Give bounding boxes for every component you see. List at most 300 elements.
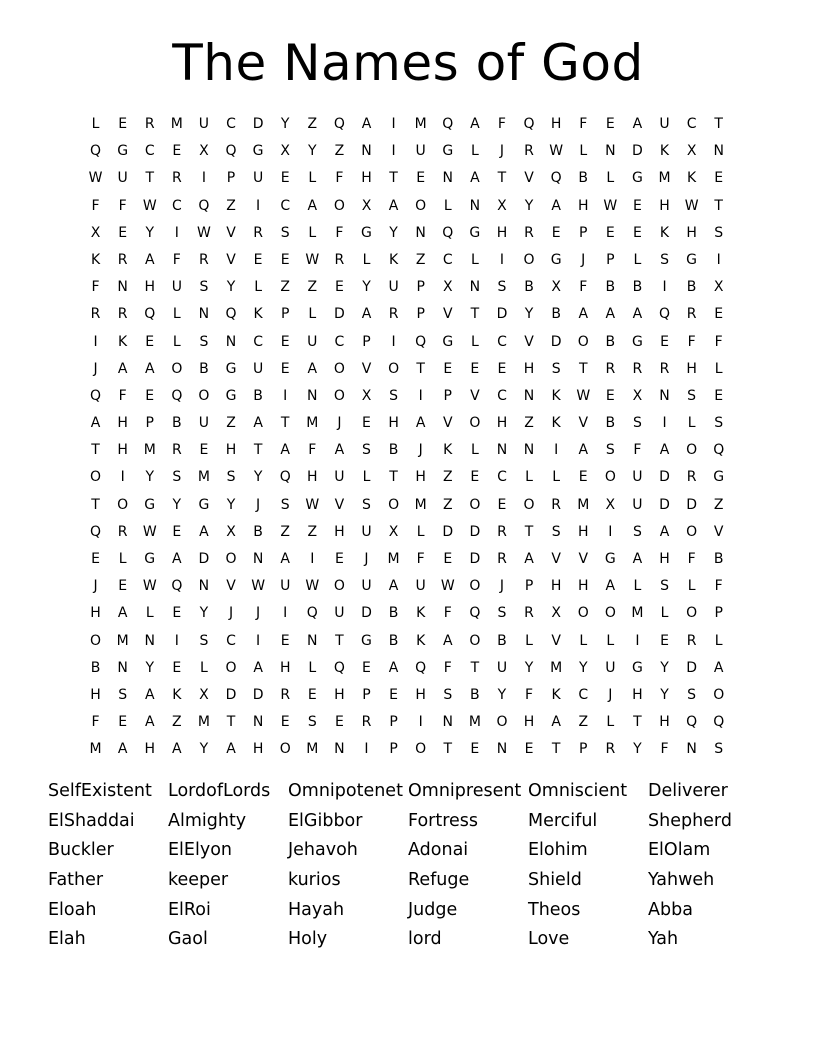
grid-cell[interactable]: S [280, 224, 290, 241]
grid-cell[interactable]: K [687, 170, 697, 187]
grid-cell[interactable]: I [310, 551, 315, 567]
grid-cell[interactable]: B [632, 279, 643, 296]
grid-cell[interactable]: C [497, 387, 507, 404]
grid-cell[interactable]: L [118, 551, 127, 567]
grid-cell[interactable]: I [391, 333, 396, 350]
grid-cell[interactable]: U [280, 578, 291, 595]
grid-cell[interactable]: T [524, 523, 534, 540]
grid-cell[interactable]: Q [469, 605, 481, 622]
grid-cell[interactable]: T [91, 496, 100, 513]
grid-cell[interactable]: S [362, 496, 371, 513]
grid-cell[interactable]: H [577, 523, 589, 540]
grid-cell[interactable]: S [497, 279, 507, 296]
grid-cell[interactable]: Y [660, 659, 669, 676]
grid-cell[interactable]: R [497, 523, 507, 540]
grid-cell[interactable]: O [333, 197, 345, 214]
grid-cell[interactable]: E [280, 170, 290, 187]
grid-cell[interactable]: B [253, 387, 263, 404]
grid-cell[interactable]: Y [226, 279, 236, 296]
grid-cell[interactable]: J [499, 578, 505, 595]
grid-cell[interactable]: K [551, 686, 561, 703]
grid-cell[interactable]: M [631, 605, 644, 622]
grid-cell[interactable]: T [226, 714, 236, 731]
grid-cell[interactable]: J [337, 415, 342, 432]
grid-cell[interactable]: M [414, 496, 427, 513]
grid-cell[interactable]: R [280, 686, 291, 703]
grid-cell[interactable]: X [605, 496, 616, 513]
grid-cell[interactable]: R [144, 116, 155, 132]
grid-cell[interactable]: V [226, 578, 236, 595]
grid-cell[interactable]: T [253, 442, 263, 459]
grid-cell[interactable]: A [632, 116, 643, 132]
grid-cell[interactable]: A [117, 741, 128, 758]
grid-cell[interactable]: S [362, 442, 371, 459]
grid-cell[interactable]: S [687, 686, 697, 703]
grid-cell[interactable]: N [361, 143, 372, 160]
grid-cell[interactable]: F [687, 333, 696, 350]
grid-cell[interactable]: Z [280, 279, 290, 296]
grid-cell[interactable]: Y [308, 143, 317, 160]
grid-cell[interactable]: O [469, 415, 481, 432]
grid-cell[interactable]: L [91, 116, 100, 132]
grid-cell[interactable]: H [577, 578, 589, 595]
grid-cell[interactable]: S [443, 686, 453, 703]
grid-cell[interactable]: O [117, 496, 129, 513]
grid-cell[interactable]: O [388, 360, 400, 377]
grid-cell[interactable]: E [632, 224, 642, 241]
grid-cell[interactable]: N [469, 197, 481, 214]
grid-cell[interactable]: A [253, 415, 263, 432]
grid-cell[interactable]: F [118, 197, 127, 214]
grid-cell[interactable]: A [551, 197, 561, 214]
grid-cell[interactable]: E [443, 360, 453, 377]
grid-cell[interactable]: F [525, 686, 534, 703]
grid-cell[interactable]: I [93, 333, 98, 350]
grid-cell[interactable]: J [608, 686, 613, 703]
grid-cell[interactable]: D [334, 306, 345, 323]
grid-cell[interactable]: R [686, 306, 697, 323]
grid-cell[interactable]: X [361, 387, 372, 404]
grid-cell[interactable]: L [443, 197, 452, 214]
grid-cell[interactable]: Z [524, 415, 534, 432]
grid-cell[interactable]: A [226, 741, 236, 758]
grid-cell[interactable]: B [605, 279, 616, 296]
grid-cell[interactable]: J [418, 442, 423, 459]
grid-cell[interactable]: F [335, 224, 344, 241]
grid-cell[interactable]: O [388, 496, 400, 513]
grid-cell[interactable]: G [631, 170, 643, 187]
grid-cell[interactable]: C [280, 197, 291, 214]
grid-cell[interactable]: Z [334, 143, 345, 160]
grid-cell[interactable]: X [632, 387, 643, 404]
grid-cell[interactable]: O [604, 469, 616, 486]
grid-cell[interactable]: Z [307, 116, 318, 132]
grid-cell[interactable]: R [90, 306, 101, 323]
grid-cell[interactable]: G [686, 251, 698, 268]
grid-cell[interactable]: O [469, 578, 481, 595]
grid-cell[interactable]: L [254, 279, 263, 296]
grid-cell[interactable]: H [577, 197, 589, 214]
grid-cell[interactable]: N [496, 741, 508, 758]
grid-cell[interactable]: U [632, 496, 643, 513]
grid-cell[interactable]: E [605, 387, 615, 404]
grid-cell[interactable]: U [307, 333, 318, 350]
grid-cell[interactable]: W [576, 387, 591, 404]
grid-cell[interactable]: H [334, 523, 345, 540]
grid-cell[interactable]: C [334, 333, 345, 350]
grid-cell[interactable]: F [633, 442, 642, 459]
grid-cell[interactable]: V [578, 415, 589, 432]
grid-cell[interactable]: R [551, 496, 561, 513]
grid-cell[interactable]: T [551, 741, 561, 758]
grid-cell[interactable]: Q [198, 197, 210, 214]
grid-cell[interactable]: E [605, 224, 615, 241]
grid-cell[interactable]: B [388, 442, 399, 459]
grid-cell[interactable]: L [200, 659, 208, 676]
grid-cell[interactable]: F [660, 741, 669, 758]
grid-cell[interactable]: S [632, 415, 642, 432]
grid-cell[interactable]: W [305, 578, 320, 595]
grid-cell[interactable]: Z [415, 251, 426, 268]
grid-cell[interactable]: A [632, 551, 643, 567]
grid-cell[interactable]: R [686, 469, 697, 486]
grid-cell[interactable]: F [714, 333, 723, 350]
grid-cell[interactable]: W [440, 578, 455, 595]
grid-cell[interactable]: E [443, 551, 453, 567]
grid-cell[interactable]: F [308, 442, 317, 459]
grid-cell[interactable]: A [117, 360, 128, 377]
grid-cell[interactable]: G [117, 143, 129, 160]
grid-cell[interactable]: F [579, 116, 588, 132]
grid-cell[interactable]: E [605, 116, 615, 132]
grid-cell[interactable]: A [659, 523, 670, 540]
grid-cell[interactable]: K [90, 251, 101, 268]
grid-cell[interactable]: E [714, 387, 724, 404]
grid-cell[interactable]: C [442, 251, 453, 268]
grid-cell[interactable]: G [604, 551, 616, 567]
grid-cell[interactable]: H [415, 469, 426, 486]
grid-cell[interactable]: X [388, 523, 399, 540]
grid-cell[interactable]: D [442, 523, 454, 540]
grid-cell[interactable]: U [252, 360, 264, 377]
grid-cell[interactable]: Q [306, 605, 318, 622]
grid-cell[interactable]: V [551, 632, 561, 649]
grid-cell[interactable]: K [172, 686, 182, 703]
grid-cell[interactable]: L [579, 632, 588, 649]
grid-cell[interactable]: A [90, 415, 101, 432]
grid-cell[interactable]: Q [442, 224, 454, 241]
grid-cell[interactable]: D [632, 143, 643, 160]
grid-cell[interactable]: H [334, 686, 345, 703]
grid-cell[interactable]: V [578, 551, 589, 567]
grid-cell[interactable]: W [142, 523, 157, 540]
grid-cell[interactable]: B [605, 333, 616, 350]
grid-cell[interactable]: H [632, 686, 643, 703]
grid-cell[interactable]: N [686, 741, 697, 758]
grid-cell[interactable]: V [334, 496, 345, 513]
grid-cell[interactable]: Y [145, 659, 155, 676]
grid-cell[interactable]: S [199, 333, 209, 350]
grid-cell[interactable]: O [333, 578, 345, 595]
grid-cell[interactable]: B [199, 360, 209, 377]
grid-cell[interactable]: D [225, 686, 237, 703]
grid-cell[interactable]: Q [550, 170, 562, 187]
grid-cell[interactable]: L [633, 251, 642, 268]
grid-cell[interactable]: E [470, 741, 480, 758]
grid-cell[interactable]: E [118, 578, 128, 595]
grid-cell[interactable]: X [90, 224, 101, 241]
grid-cell[interactable]: P [579, 224, 588, 241]
grid-cell[interactable]: E [172, 659, 182, 676]
grid-cell[interactable]: N [307, 632, 318, 649]
grid-cell[interactable]: I [174, 632, 179, 649]
grid-cell[interactable]: Q [333, 116, 345, 132]
grid-cell[interactable]: T [389, 469, 398, 486]
grid-cell[interactable]: J [93, 360, 98, 377]
grid-cell[interactable]: L [552, 469, 561, 486]
grid-cell[interactable]: L [687, 415, 696, 432]
grid-cell[interactable]: G [144, 551, 156, 567]
grid-cell[interactable]: Q [171, 578, 183, 595]
grid-cell[interactable]: J [256, 605, 261, 622]
grid-cell[interactable]: L [525, 469, 533, 486]
grid-cell[interactable]: O [415, 741, 427, 758]
grid-cell[interactable]: G [361, 224, 372, 241]
grid-cell[interactable]: R [199, 251, 209, 268]
grid-cell[interactable]: I [283, 387, 288, 404]
grid-cell[interactable]: I [391, 116, 396, 132]
grid-cell[interactable]: D [252, 116, 264, 132]
grid-cell[interactable]: V [551, 551, 561, 567]
grid-cell[interactable]: S [307, 714, 317, 731]
grid-cell[interactable]: W [305, 251, 320, 268]
grid-cell[interactable]: D [686, 659, 697, 676]
grid-cell[interactable]: U [605, 659, 616, 676]
grid-cell[interactable]: R [497, 551, 507, 567]
grid-cell[interactable]: E [497, 496, 507, 513]
grid-cell[interactable]: B [388, 605, 399, 622]
grid-cell[interactable]: F [443, 605, 452, 622]
grid-cell[interactable]: D [496, 306, 508, 323]
grid-cell[interactable]: Q [713, 442, 725, 459]
grid-cell[interactable]: U [632, 469, 643, 486]
grid-cell[interactable]: S [714, 741, 724, 758]
grid-cell[interactable]: H [361, 170, 372, 187]
grid-cell[interactable]: A [388, 659, 399, 676]
grid-cell[interactable]: O [225, 551, 237, 567]
grid-cell[interactable]: E [118, 224, 128, 241]
grid-cell[interactable]: I [174, 224, 179, 241]
grid-cell[interactable]: I [418, 714, 423, 731]
grid-cell[interactable]: Y [362, 279, 371, 296]
grid-cell[interactable]: E [172, 523, 182, 540]
grid-cell[interactable]: G [252, 143, 264, 160]
grid-cell[interactable]: Q [415, 333, 427, 350]
grid-cell[interactable]: O [604, 605, 616, 622]
grid-cell[interactable]: H [496, 415, 508, 432]
grid-cell[interactable]: F [687, 551, 696, 567]
grid-cell[interactable]: S [660, 251, 669, 268]
grid-cell[interactable]: H [686, 224, 697, 241]
grid-cell[interactable]: O [523, 251, 535, 268]
grid-cell[interactable]: P [606, 251, 615, 268]
grid-cell[interactable]: D [361, 605, 372, 622]
grid-cell[interactable]: G [225, 360, 237, 377]
grid-cell[interactable]: J [364, 551, 369, 567]
grid-cell[interactable]: H [144, 279, 155, 296]
grid-cell[interactable]: L [606, 632, 615, 649]
grid-cell[interactable]: A [524, 551, 534, 567]
grid-cell[interactable]: L [606, 714, 615, 731]
grid-cell[interactable]: E [172, 143, 182, 160]
grid-cell[interactable]: M [89, 741, 102, 758]
grid-cell[interactable]: I [662, 415, 667, 432]
grid-cell[interactable]: Y [524, 659, 534, 676]
grid-cell[interactable]: X [199, 686, 209, 703]
grid-cell[interactable]: H [117, 442, 128, 459]
grid-cell[interactable]: U [415, 578, 426, 595]
grid-cell[interactable]: W [142, 197, 157, 214]
grid-cell[interactable]: J [581, 251, 586, 268]
grid-cell[interactable]: K [551, 387, 561, 404]
grid-cell[interactable]: L [416, 523, 425, 540]
grid-cell[interactable]: T [335, 632, 344, 649]
grid-cell[interactable]: Y [524, 197, 534, 214]
grid-cell[interactable]: A [415, 415, 426, 432]
grid-cell[interactable]: E [362, 659, 371, 676]
grid-cell[interactable]: Y [280, 116, 290, 132]
grid-cell[interactable]: E [714, 170, 724, 187]
grid-cell[interactable]: Z [442, 496, 453, 513]
grid-cell[interactable]: J [256, 496, 261, 513]
grid-cell[interactable]: K [551, 415, 561, 432]
grid-cell[interactable]: A [605, 578, 616, 595]
grid-cell[interactable]: H [225, 442, 237, 459]
grid-cell[interactable]: T [470, 306, 480, 323]
grid-cell[interactable]: Y [578, 659, 588, 676]
grid-cell[interactable]: R [524, 143, 534, 160]
grid-cell[interactable]: L [470, 442, 479, 459]
grid-cell[interactable]: E [334, 279, 344, 296]
grid-cell[interactable]: X [442, 279, 453, 296]
grid-cell[interactable]: F [714, 578, 723, 595]
grid-cell[interactable]: U [171, 279, 182, 296]
grid-cell[interactable]: C [144, 143, 155, 160]
grid-cell[interactable]: Q [442, 116, 454, 132]
grid-cell[interactable]: G [442, 333, 454, 350]
grid-cell[interactable]: X [551, 279, 561, 296]
grid-cell[interactable]: Y [226, 496, 236, 513]
grid-cell[interactable]: S [687, 387, 697, 404]
grid-cell[interactable]: E [660, 333, 669, 350]
grid-cell[interactable]: N [523, 442, 535, 459]
grid-cell[interactable]: E [307, 686, 317, 703]
grid-cell[interactable]: H [550, 578, 562, 595]
grid-cell[interactable]: L [308, 224, 317, 241]
grid-cell[interactable]: A [632, 306, 643, 323]
grid-cell[interactable]: H [252, 741, 264, 758]
grid-cell[interactable]: M [143, 442, 156, 459]
grid-cell[interactable]: A [605, 306, 616, 323]
grid-cell[interactable]: B [578, 170, 589, 187]
grid-cell[interactable]: Y [633, 741, 642, 758]
grid-cell[interactable]: N [713, 143, 724, 160]
grid-cell[interactable]: U [252, 170, 264, 187]
grid-cell[interactable]: H [523, 714, 535, 731]
grid-cell[interactable]: H [659, 197, 670, 214]
grid-cell[interactable]: E [362, 415, 371, 432]
grid-cell[interactable]: N [469, 279, 481, 296]
grid-cell[interactable]: S [389, 387, 399, 404]
grid-cell[interactable]: T [443, 741, 453, 758]
grid-cell[interactable]: X [686, 143, 697, 160]
grid-cell[interactable]: W [88, 170, 103, 187]
grid-cell[interactable]: L [362, 251, 371, 268]
grid-cell[interactable]: H [279, 659, 291, 676]
grid-cell[interactable]: Z [442, 469, 453, 486]
grid-cell[interactable]: L [525, 632, 533, 649]
grid-cell[interactable]: W [197, 224, 211, 241]
grid-cell[interactable]: R [117, 251, 128, 268]
grid-cell[interactable]: O [577, 333, 589, 350]
grid-cell[interactable]: U [198, 116, 210, 132]
grid-cell[interactable]: F [443, 659, 452, 676]
grid-cell[interactable]: S [118, 686, 128, 703]
grid-cell[interactable]: U [415, 143, 426, 160]
grid-cell[interactable]: L [470, 251, 479, 268]
grid-cell[interactable]: E [470, 360, 480, 377]
grid-cell[interactable]: O [333, 360, 345, 377]
grid-cell[interactable]: E [118, 116, 128, 132]
grid-cell[interactable]: Q [713, 714, 725, 731]
grid-cell[interactable]: S [632, 523, 642, 540]
grid-cell[interactable]: E [280, 632, 290, 649]
grid-cell[interactable]: G [225, 387, 237, 404]
grid-cell[interactable]: G [631, 659, 643, 676]
grid-cell[interactable]: G [631, 333, 643, 350]
grid-cell[interactable]: F [118, 387, 127, 404]
grid-cell[interactable]: M [468, 714, 481, 731]
grid-cell[interactable]: O [496, 714, 508, 731]
grid-cell[interactable]: A [172, 551, 182, 567]
grid-cell[interactable]: F [91, 197, 100, 214]
grid-cell[interactable]: T [714, 197, 723, 214]
grid-cell[interactable]: B [172, 415, 182, 432]
grid-cell[interactable]: I [499, 251, 505, 268]
grid-cell[interactable]: X [713, 279, 724, 296]
grid-cell[interactable]: A [144, 251, 155, 268]
grid-cell[interactable]: L [660, 605, 669, 622]
grid-cell[interactable]: R [524, 224, 534, 241]
grid-cell[interactable]: X [280, 143, 290, 160]
grid-cell[interactable]: B [497, 632, 507, 649]
grid-cell[interactable]: C [171, 197, 182, 214]
grid-cell[interactable]: V [470, 387, 480, 404]
grid-cell[interactable]: R [659, 360, 670, 377]
grid-cell[interactable]: Q [144, 306, 156, 323]
grid-cell[interactable]: Q [90, 387, 102, 404]
grid-cell[interactable]: R [171, 442, 182, 459]
grid-cell[interactable]: C [226, 116, 236, 132]
grid-cell[interactable]: U [334, 469, 345, 486]
grid-cell[interactable]: F [91, 279, 100, 296]
grid-cell[interactable]: B [605, 415, 616, 432]
grid-cell[interactable]: A [280, 442, 290, 459]
grid-cell[interactable]: Y [389, 224, 398, 241]
grid-cell[interactable]: D [659, 469, 670, 486]
grid-cell[interactable]: S [551, 360, 561, 377]
grid-cell[interactable]: H [550, 116, 562, 132]
